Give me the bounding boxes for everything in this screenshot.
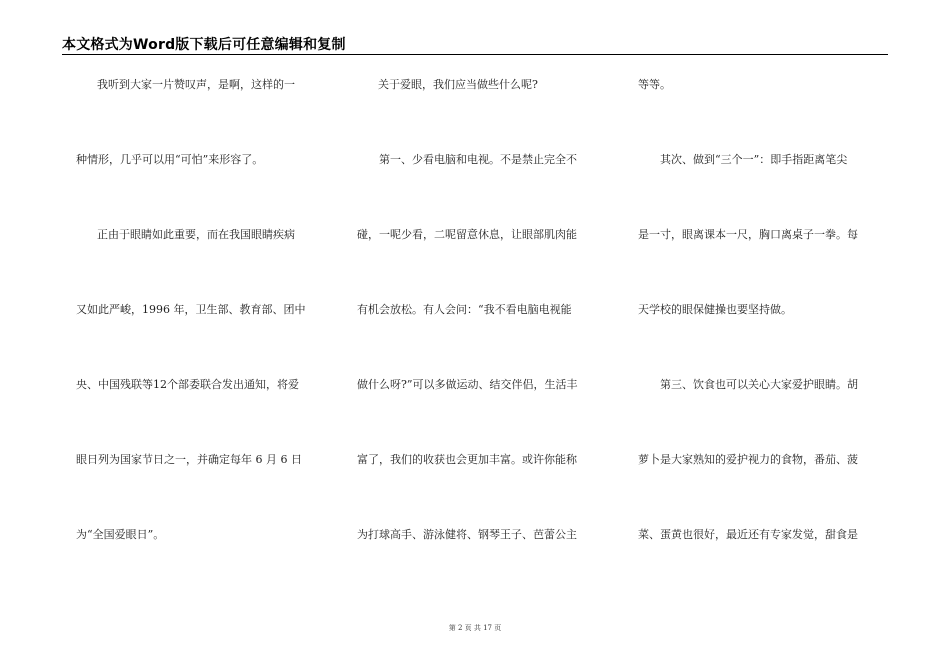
text-line: 有机会放松。有人会问：“我不看电脑电视能 <box>357 303 572 316</box>
text-line: 菜、蛋黄也很好，最近还有专家发觉，甜食是 <box>638 528 858 541</box>
text-line: 碰，一呢少看，二呢留意休息，让眼部肌肉能 <box>357 228 577 241</box>
header-divider <box>62 54 888 55</box>
text-line: 做什么呀?”可以多做运动、结交伴侣，生活丰 <box>357 378 578 391</box>
text-line: 为“全国爱眼日”。 <box>76 528 165 541</box>
page-number: 第 2 页 共 17 页 <box>448 624 502 632</box>
text-line: 天学校的眼保健操也要坚持做。 <box>638 303 792 316</box>
text-line: 关于爱眼，我们应当做些什么呢? <box>378 78 538 91</box>
text-line: 又如此严峻，1996 年，卫生部、教育部、团中 <box>76 303 306 316</box>
document-header-title: 本文格式为Word版下载后可任意编辑和复制 <box>62 37 346 53</box>
text-line: 等等。 <box>638 78 671 91</box>
text-line: 其次、做到“三个一”：即手指距离笔尖 <box>660 153 848 166</box>
text-line: 第一、少看电脑和电视。不是禁止完全不 <box>379 153 577 166</box>
text-line: 央、中国残联等12个部委联合发出通知，将爱 <box>76 378 299 391</box>
text-line: 为打球高手、游泳健将、钢琴王子、芭蕾公主 <box>357 528 577 541</box>
text-line: 富了，我们的收获也会更加丰富。或许你能称 <box>357 453 577 466</box>
text-line: 是一寸，眼离课本一尺，胸口离桌子一拳。每 <box>638 228 858 241</box>
text-line: 第三、饮食也可以关心大家爱护眼睛。胡 <box>660 378 858 391</box>
text-line: 种情形，几乎可以用“可怕”来形容了。 <box>76 153 264 166</box>
text-line: 眼日列为国家节日之一，并确定每年 6 月 6 日 <box>76 453 302 466</box>
text-line: 萝卜是大家熟知的爱护视力的食物，番茄、菠 <box>638 453 858 466</box>
text-line: 我听到大家一片赞叹声，是啊，这样的一 <box>97 78 295 91</box>
text-line: 正由于眼睛如此重要，而在我国眼睛疾病 <box>97 228 295 241</box>
